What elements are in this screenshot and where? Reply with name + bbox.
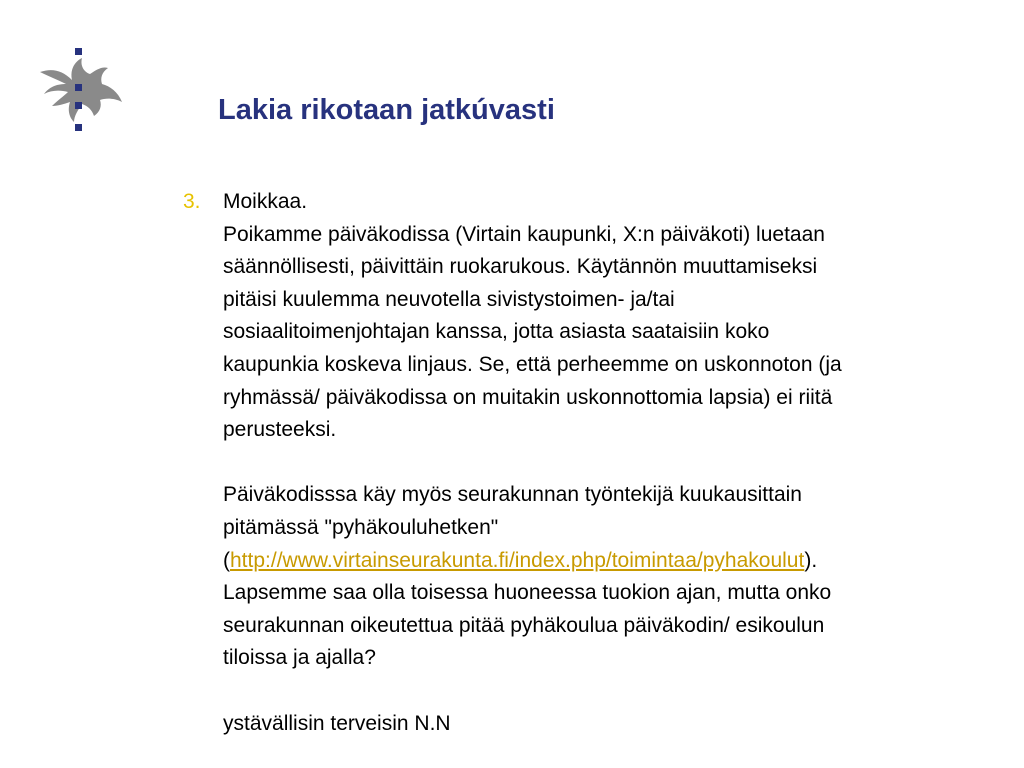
- pyhakoulut-link[interactable]: http://www.virtainseurakunta.fi/index.php/toimintaa/pyhakoulut: [230, 548, 805, 572]
- paragraph-line: tiloissa ja ajalla?: [223, 646, 376, 670]
- paragraph-line: ryhmässä/ päiväkodissa on muitakin uskonnottomia lapsia) ei riitä: [223, 385, 833, 409]
- paragraph-line: säännöllisesti, päivittäin ruokarukous. Käytännön muuttamiseksi: [223, 255, 818, 279]
- university-flame-torch-logo-icon: [30, 40, 130, 140]
- greeting-text: Moikkaa.: [223, 190, 308, 213]
- paragraph-line: pitäisi kuulemma neuvotella sivistystoimen- ja/tai: [223, 287, 675, 311]
- link-suffix: ).: [804, 548, 818, 572]
- paragraph-line: Lapsemme saa olla toisessa huoneessa tuokion ajan, mutta onko: [223, 581, 832, 605]
- paragraph-line: pitämässä "pyhäkouluhetken": [223, 515, 499, 539]
- list-item-number: 3.: [183, 190, 201, 213]
- blank-line: [223, 447, 983, 480]
- paragraph-line: kaupunkia koskeva linjaus. Se, että perheemme on uskonnoton (ja: [223, 352, 842, 376]
- paragraph-line: Poikamme päiväkodissa (Virtain kaupunki, X:n päiväkoti) luetaan: [223, 222, 825, 246]
- link-line: [223, 545, 983, 578]
- paragraph-line: sosiaalitoimenjohtajan kanssa, jotta asiasta saataisiin koko: [223, 320, 770, 344]
- link-prefix: (: [223, 548, 230, 572]
- slide-title: Lakia rikotaan jatkúvasti: [218, 94, 555, 126]
- closing-text: ystävällisin terveisin N.N: [223, 711, 451, 735]
- list-item-body: [223, 186, 983, 740]
- paragraph-line: perusteeksi.: [223, 418, 337, 442]
- blank-line: [223, 675, 983, 708]
- paragraph-line: seurakunnan oikeutettua pitää pyhäkoulua päiväkodin/ esikoulun: [223, 613, 825, 637]
- paragraph-line: Päiväkodisssa käy myös seurakunnan työntekijä kuukausittain: [223, 483, 802, 507]
